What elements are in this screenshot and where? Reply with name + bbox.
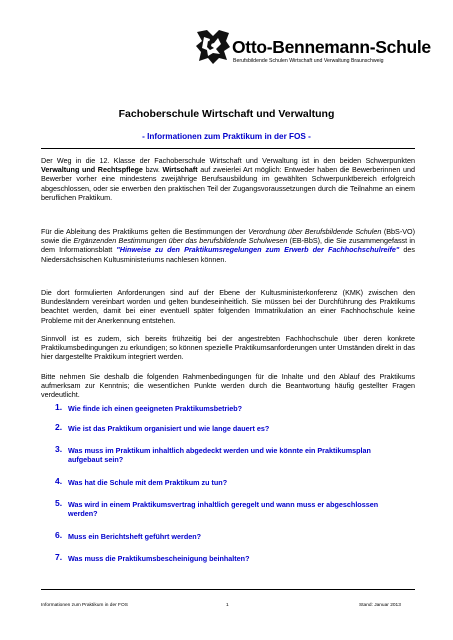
faq-item[interactable]: 2. Wie ist das Praktikum organisiert und wie lange dauert es? — [55, 422, 270, 433]
faq-item[interactable]: 1. Wie finde ich einen geeigneten Praktikumsbetrieb? — [55, 402, 243, 413]
faq-item[interactable]: 4. Was hat die Schule mit dem Praktikum zu tun? — [55, 476, 228, 487]
faq-item[interactable]: 6. Muss ein Berichtsheft geführt werden? — [55, 530, 201, 541]
footer-doc-title: Informationen zum Praktikum in der FOS — [41, 603, 128, 608]
school-name: Otto-Bennemann-Schule — [232, 37, 431, 57]
advice-paragraph: Sinnvoll ist es zudem, sich bereits frühzeitig bei der angestrebten Fachhochschule über deren konkrete Praktikumsbedingungen zu erkundigen; so können spezielle Praktikumsanforderungen unter Umständen direkt in das hier dargestellte Praktikum integriert werden. — [41, 334, 415, 362]
kmk-paragraph: Die dort formulierten Anforderungen sind auf der Ebene der Kultusministerkonferenz (KMK) zwischen den Bundesländern vereinbart worden und gelten bundeseinheitlich. Sie müssen bei der Durchführung des Praktikums beachtet werden, damit bei einer eventuell später folgenden Immatrikulation an einer Fachhochschule keine Probleme mit der Anerkennung entstehen. — [41, 288, 415, 325]
school-subtitle: Berufsbildende Schulen Wirtschaft und Verwaltung Braunschweig — [233, 58, 384, 64]
intro-paragraph: Der Weg in die 12. Klasse der Fachoberschule Wirtschaft und Verwaltung ist in den beiden Schwerpunkten Verwaltung und Rechtspflege bzw. Wirtschaft auf zweierlei Art möglich: Entweder haben die Bewerberinnen und Bewerber vorher eine mindestens zweijährige Berufsausbildung im gewählten Schwerpunktbereich erfolgreich abgeschlossen, oder sie erwerben den praktischen Teil der Zugangsvoraussetzungen durch die Teilnahme an einem beruflichen Praktikum. — [41, 156, 415, 202]
footer-divider — [41, 589, 415, 590]
footer-date: Stand: Januar 2013 — [359, 603, 401, 608]
page-subtitle: - Informationen zum Praktikum in der FOS - — [142, 132, 311, 141]
regulations-paragraph: Für die Ableitung des Praktikums gelten die Bestimmungen der Verordnung über Berufsbildende Schulen (BbS-VO) sowie die Ergänzenden Bestimmungen über das berufsbildende Schulwesen (EB-BbS), die Sie zusammengefasst in dem Informationsblatt "Hinweise zu den Praktikumsregelungen zum Erwerb der Fachhochschulreife" des Niedersächsischen Kultusministeriums nachlesen können. — [41, 227, 415, 264]
faq-item[interactable]: 7. Was muss die Praktikumsbescheinigung beinhalten? — [55, 552, 250, 563]
faq-item[interactable]: 5. Was wird in einem Praktikumsvertrag inhaltlich geregelt und wann muss er abgeschlossen werden? — [55, 498, 379, 519]
lion-crest-icon — [193, 27, 233, 67]
top-divider — [41, 148, 415, 149]
info-sheet-link[interactable]: "Hinweise zu den Praktikumsregelungen zum Erwerb der Fachhochschulreife" — [116, 245, 400, 255]
faq-intro-paragraph: Bitte nehmen Sie deshalb die folgenden Rahmenbedingungen für die Inhalte und den Ablauf des Praktikums aufmerksam zur Kenntnis; die wesentlichen Punkte werden durch die Beantwortung häufig gestellter Fragen verdeutlicht. — [41, 372, 415, 400]
footer-page-number: 1 — [226, 603, 229, 608]
faq-item[interactable]: 3. Was muss im Praktikum inhaltlich abgedeckt werden und wie könnte ein Praktikumsplan aufgebaut sein? — [55, 444, 371, 465]
page-title: Fachoberschule Wirtschaft und Verwaltung — [118, 108, 335, 120]
